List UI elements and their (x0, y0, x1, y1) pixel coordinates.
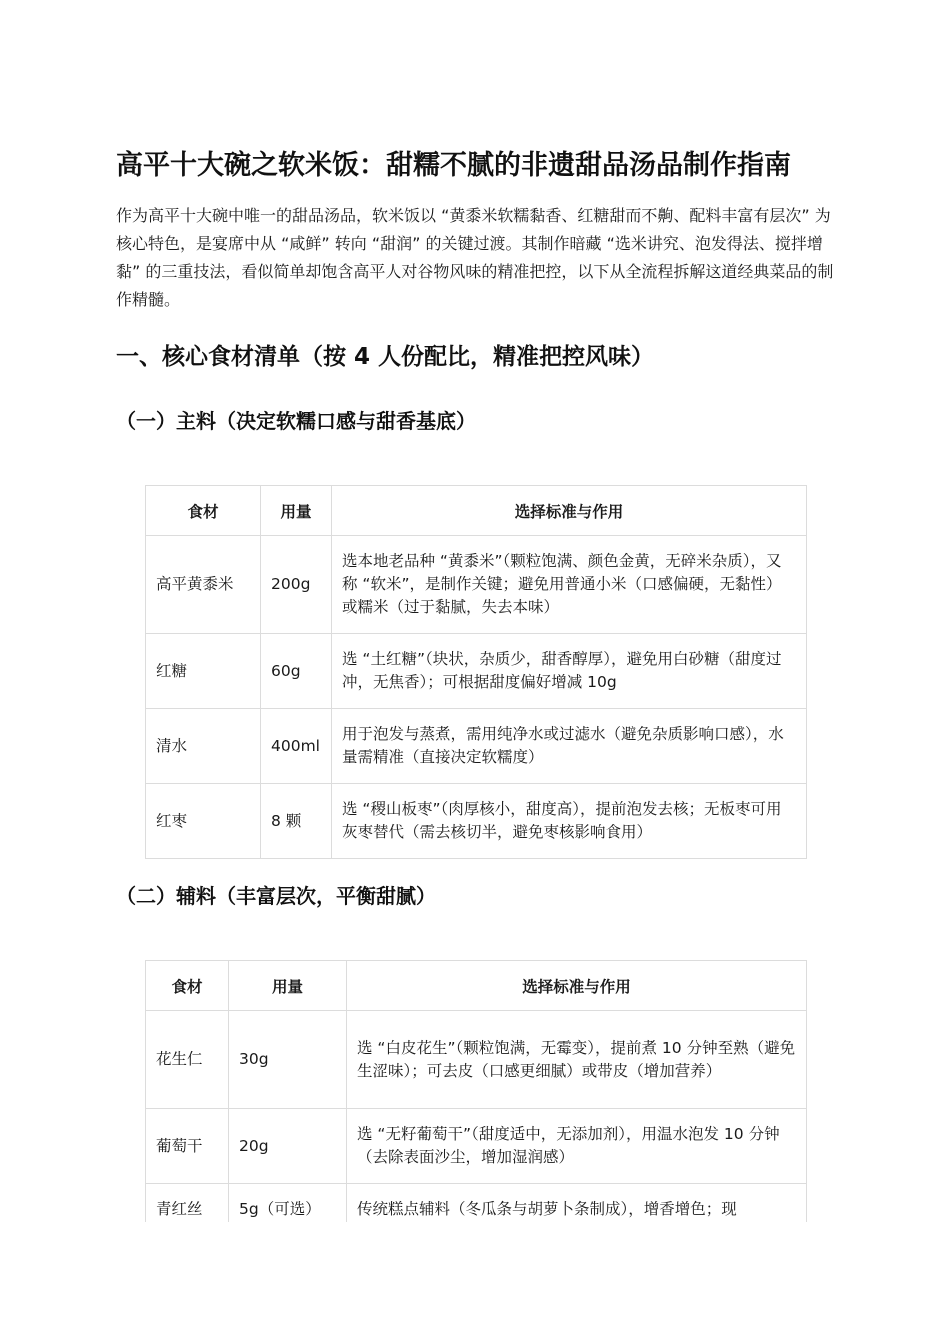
column-header-ingredient: 食材 (146, 961, 229, 1011)
column-header-criteria: 选择标准与作用 (332, 486, 807, 536)
page-bottom-margin (0, 1222, 950, 1344)
table-row (146, 709, 807, 784)
table-row (146, 634, 807, 709)
ingredient-description: 选本地老品种 “黄黍米”（颗粒饱满、颜色金黄，无碎米杂质），又称 “软米”，是制作关键；避免用普通小米（口感偏硬，无黏性）或糯米（过于黏腻，失去本味） (332, 536, 807, 634)
ingredient-name: 红枣 (146, 784, 261, 859)
ingredient-name: 花生仁 (146, 1011, 229, 1109)
ingredient-description: 选 “白皮花生”（颗粒饱满，无霉变），提前煮 10 分钟至熟（避免生涩味）；可去皮（口感更细腻）或带皮（增加营养） (347, 1011, 807, 1109)
ingredient-amount: 8 颗 (261, 784, 332, 859)
ingredient-name: 红糖 (146, 634, 261, 709)
column-header-amount: 用量 (261, 486, 332, 536)
ingredient-name: 葡萄干 (146, 1109, 229, 1184)
table-row (146, 784, 807, 859)
ingredient-amount: 30g (229, 1011, 347, 1109)
auxiliary-ingredients-table (145, 960, 807, 1235)
intro-paragraph: 作为高平十大碗中唯一的甜品汤品，软米饭以 “黄黍米软糯黏香、红糖甜而不齁、配料丰富有层次” 为核心特色，是宴席中从 “咸鲜” 转向 “甜润” 的关键过渡。其制作暗藏 “选米讲究、泡发得法、搅拌增黏” 的三重技法，看似简单却饱含高平人对谷物风味的精准把控，以下从全流程拆解这道经典菜品的制作精髓。 (116, 206, 834, 309)
table-header-row (146, 486, 807, 536)
column-header-amount: 用量 (229, 961, 347, 1011)
column-header-criteria: 选择标准与作用 (347, 961, 807, 1011)
table-row (146, 1109, 807, 1184)
ingredient-description: 选 “土红糖”（块状，杂质少，甜香醇厚），避免用白砂糖（甜度过冲，无焦香）；可根据甜度偏好增减 10g (332, 634, 807, 709)
ingredient-description: 用于泡发与蒸煮，需用纯净水或过滤水（避免杂质影响口感），水量需精准（直接决定软糯度） (332, 709, 807, 784)
subsection-heading-main: （一）主料（决定软糯口感与甜香基底） (116, 409, 476, 433)
ingredient-amount: 200g (261, 536, 332, 634)
ingredient-name: 高平黄黍米 (146, 536, 261, 634)
table-row (146, 1011, 807, 1109)
ingredient-description: 选 “无籽葡萄干”（甜度适中，无添加剂），用温水泡发 10 分钟（去除表面沙尘，增加湿润感） (347, 1109, 807, 1184)
table-header-row (146, 961, 807, 1011)
table-row (146, 536, 807, 634)
ingredient-name: 清水 (146, 709, 261, 784)
ingredient-amount: 60g (261, 634, 332, 709)
ingredient-description: 选 “稷山板枣”（肉厚核小，甜度高），提前泡发去核；无板枣可用灰枣替代（需去核切半，避免枣核影响食用） (332, 784, 807, 859)
ingredient-description: 传统糕点辅料（冬瓜条与胡萝卜条制成），增香增色；现 (347, 1184, 807, 1235)
section-heading-ingredients: 一、核心食材清单（按 4 人份配比，精准把控风味） (116, 344, 655, 370)
subsection-heading-auxiliary: （二）辅料（丰富层次，平衡甜腻） (116, 884, 436, 908)
ingredient-name: 青红丝 (146, 1184, 229, 1235)
ingredient-amount: 400ml (261, 709, 332, 784)
ingredient-amount: 5g（可选） (229, 1184, 347, 1235)
ingredient-amount: 20g (229, 1109, 347, 1184)
document-title: 高平十大碗之软米饭：甜糯不腻的非遗甜品汤品制作指南 (116, 150, 791, 181)
main-ingredients-table (145, 485, 807, 859)
column-header-ingredient: 食材 (146, 486, 261, 536)
